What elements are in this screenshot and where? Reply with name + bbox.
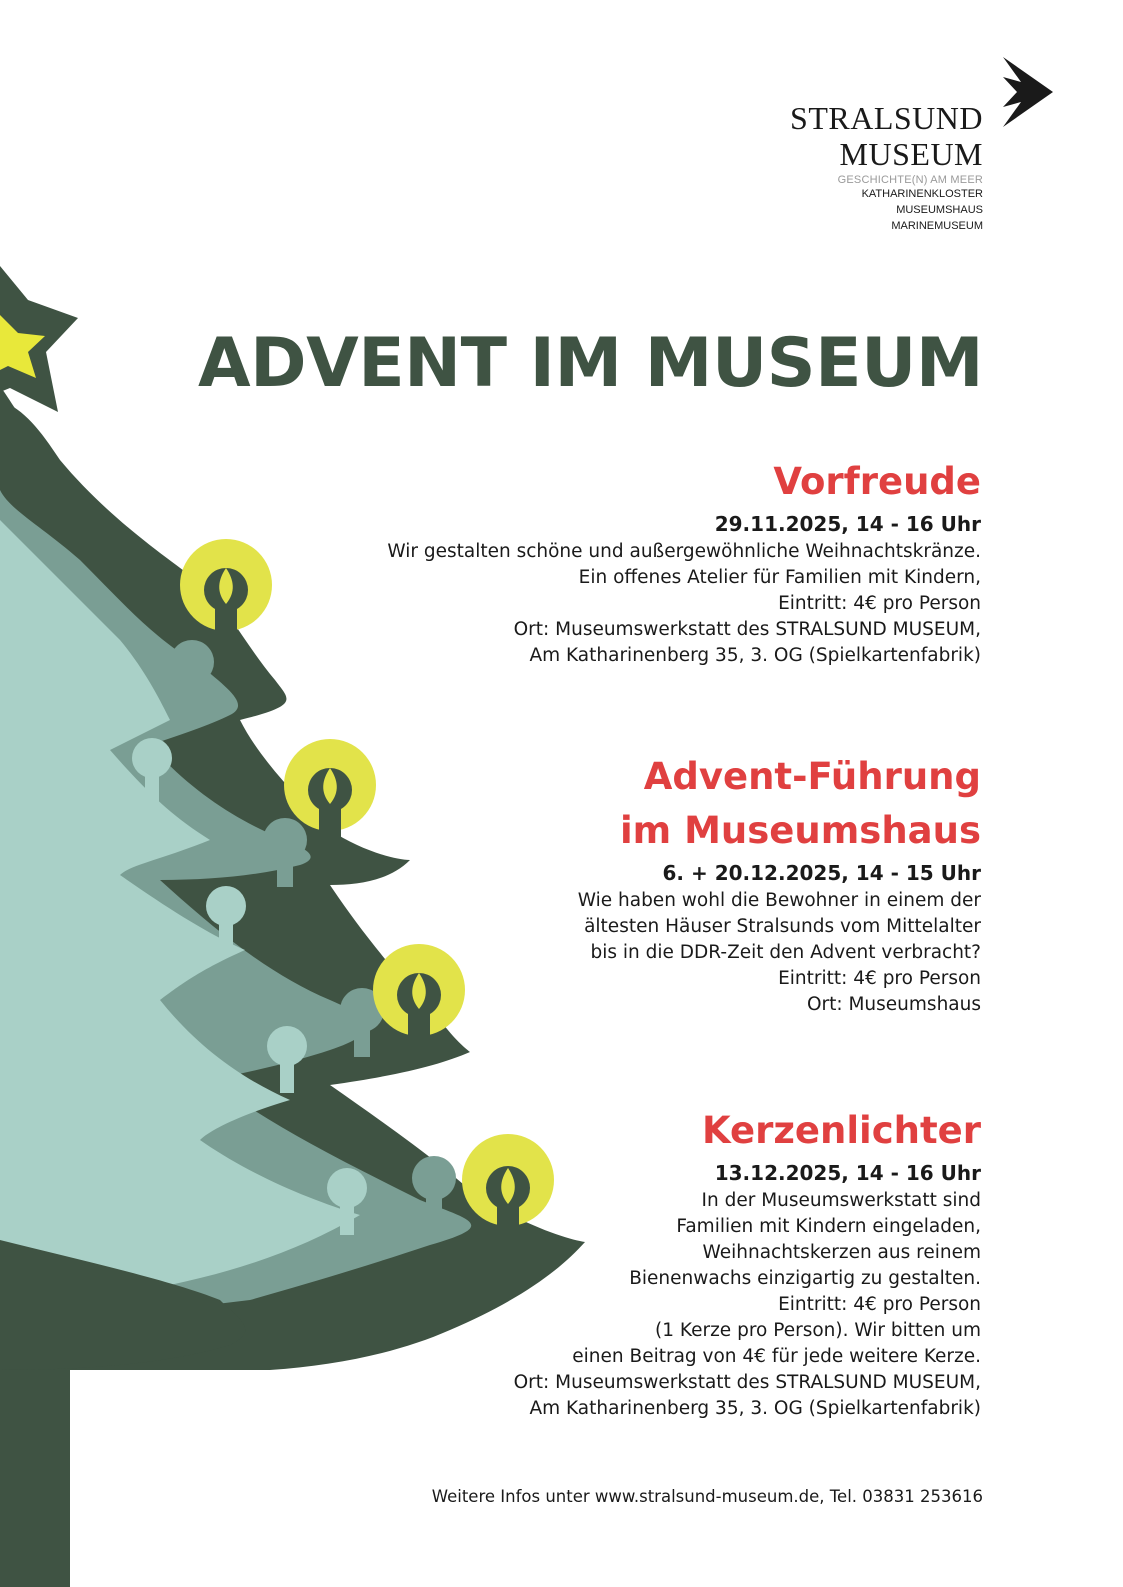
event-description-line: Am Katharinenberg 35, 3. OG (Spielkartenfabrik) (529, 1398, 981, 1419)
event-description-line: Wie haben wohl die Bewohner in einem der (577, 890, 981, 911)
event-description-line: (1 Kerze pro Person). Wir bitten um (655, 1320, 981, 1341)
event-title: im Museumshaus (620, 809, 981, 852)
logo-location: MUSEUMSHAUS (896, 204, 983, 216)
event-description-line: In der Museumswerkstatt sind (701, 1190, 981, 1211)
event-date: 6. + 20.12.2025, 14 - 15 Uhr (662, 861, 981, 885)
event-title: Advent-Führung (643, 755, 981, 798)
museum-arrow-logo-icon (1003, 57, 1053, 127)
event-description-line: Ort: Museumswerkstatt des STRALSUND MUSEUM, (513, 619, 981, 640)
event-description-line: Ort: Museumshaus (806, 994, 981, 1015)
ornament-stem (145, 770, 159, 805)
event-description-line: Familien mit Kindern eingeladen, (676, 1216, 981, 1237)
event-title: Vorfreude (773, 460, 981, 503)
logo-tagline: GESCHICHTE(N) AM MEER (837, 174, 983, 186)
event-title: Kerzenlichter (702, 1109, 981, 1152)
tree-trunk (0, 1360, 70, 1587)
event-kerzenlichter (221, 1104, 981, 1422)
museum-logo (790, 100, 983, 234)
event-date: 13.12.2025, 14 - 16 Uhr (714, 1161, 981, 1185)
page-title: ADVENT IM MUSEUM (198, 324, 983, 403)
event-description-line: Ort: Museumswerkstatt des STRALSUND MUSEUM, (513, 1372, 981, 1393)
ornament-stem (354, 1022, 370, 1057)
event-description-line: Eintritt: 4€ pro Person (778, 593, 981, 614)
event-vorfreude (221, 455, 981, 669)
ornament-stem (280, 1058, 294, 1093)
event-description-line: ältesten Häuser Stralsunds vom Mittelalter (584, 916, 981, 937)
logo-location: KATHARINENKLOSTER (861, 188, 983, 200)
event-description-line: Am Katharinenberg 35, 3. OG (Spielkartenfabrik) (529, 645, 981, 666)
logo-location: MARINEMUSEUM (891, 220, 983, 232)
event-description-line: Eintritt: 4€ pro Person (778, 1294, 981, 1315)
event-description-line: Ein offenes Atelier für Familien mit Kindern, (578, 567, 981, 588)
event-description-line: einen Beitrag von 4€ für jede weitere Kerze. (572, 1346, 981, 1367)
tree-star (0, 266, 78, 450)
event-description-line: Wir gestalten schöne und außergewöhnliche Weihnachtskränze. (387, 541, 981, 562)
event-description-line: Bienenwachs einzigartig zu gestalten. (629, 1268, 981, 1289)
logo-line-2: MUSEUM (839, 136, 983, 172)
event-description-line: Eintritt: 4€ pro Person (778, 968, 981, 989)
ornament-stem (184, 675, 200, 715)
logo-line-1: STRALSUND (790, 100, 983, 136)
event-description-line: Weihnachtskerzen aus reinem (702, 1242, 981, 1263)
event-date: 29.11.2025, 14 - 16 Uhr (714, 512, 981, 536)
footer-info: Weitere Infos unter www.stralsund-museum.de, Tel. 03831 253616 (431, 1487, 983, 1506)
event-advent-fuehrung (221, 750, 981, 1018)
event-description-line: bis in die DDR-Zeit den Advent verbracht? (590, 942, 981, 963)
